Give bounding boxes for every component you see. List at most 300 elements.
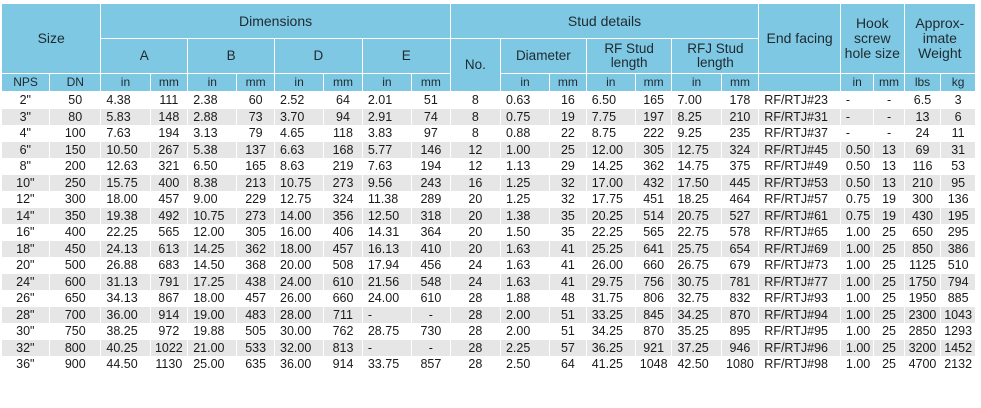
cell-a-mm: 867 <box>150 290 188 307</box>
cell-end-facing: RF/RTJ#69 <box>759 241 841 258</box>
cell-weight-lbs: 1950 <box>904 290 941 307</box>
cell-diameter-in: 1.13 <box>500 158 549 175</box>
table-row <box>2 274 976 291</box>
cell-diameter-mm: 29 <box>550 158 587 175</box>
cell-stud-no: 28 <box>450 307 500 324</box>
cell-rfj-stud-mm: 679 <box>721 257 759 274</box>
table-row <box>2 340 976 357</box>
cell-rf-stud-mm: 222 <box>635 125 672 142</box>
cell-weight-kg: 11 <box>941 125 976 142</box>
cell-e-mm: 74 <box>412 109 451 126</box>
cell-weight-lbs: 69 <box>904 142 941 159</box>
cell-weight-kg: 95 <box>941 175 976 192</box>
cell-e-in: 2.01 <box>362 92 411 109</box>
table-row <box>2 241 976 258</box>
cell-dn: 500 <box>50 257 101 274</box>
cell-rfj-stud-in: 32.75 <box>672 290 721 307</box>
unit-kg: kg <box>941 74 976 92</box>
header-dim-e: E <box>362 39 450 74</box>
cell-hook-in: - <box>840 125 873 142</box>
cell-rfj-stud-mm: 654 <box>721 241 759 258</box>
cell-rfj-stud-mm: 1080 <box>721 356 759 373</box>
cell-weight-kg: 295 <box>941 224 976 241</box>
cell-rfj-stud-in: 42.50 <box>672 356 721 373</box>
cell-b-in: 3.13 <box>188 125 237 142</box>
cell-e-in: 3.83 <box>362 125 411 142</box>
unit-mm: mm <box>550 74 587 92</box>
table-row <box>2 109 976 126</box>
cell-b-mm: 165 <box>237 158 275 175</box>
cell-diameter-mm: 41 <box>550 274 587 291</box>
cell-d-mm: 660 <box>324 290 363 307</box>
cell-dn: 750 <box>50 323 101 340</box>
cell-end-facing: RF/RTJ#37 <box>759 125 841 142</box>
cell-d-in: 20.00 <box>275 257 324 274</box>
cell-stud-no: 28 <box>450 356 500 373</box>
cell-a-mm: 972 <box>150 323 188 340</box>
cell-weight-lbs: 2850 <box>904 323 941 340</box>
cell-hook-in: 1.00 <box>840 340 873 357</box>
cell-rf-stud-in: 25.25 <box>586 241 635 258</box>
cell-end-facing: RF/RTJ#77 <box>759 274 841 291</box>
cell-end-facing: RF/RTJ#65 <box>759 224 841 241</box>
cell-b-mm: 213 <box>237 175 275 192</box>
unit-in: in <box>101 74 150 92</box>
table-row <box>2 323 976 340</box>
cell-d-in: 24.00 <box>275 274 324 291</box>
cell-hook-mm: 25 <box>874 340 904 357</box>
cell-diameter-mm: 57 <box>550 340 587 357</box>
cell-diameter-mm: 32 <box>550 175 587 192</box>
cell-hook-in: 1.00 <box>840 241 873 258</box>
cell-b-mm: 533 <box>237 340 275 357</box>
unit-mm: mm <box>635 74 672 92</box>
header-weight: Approx-imate Weight <box>904 4 975 74</box>
cell-rfj-stud-mm: 578 <box>721 224 759 241</box>
cell-diameter-mm: 51 <box>550 323 587 340</box>
cell-stud-no: 8 <box>450 125 500 142</box>
cell-rfj-stud-mm: 895 <box>721 323 759 340</box>
cell-nps: 20" <box>2 257 50 274</box>
cell-rf-stud-mm: 845 <box>635 307 672 324</box>
cell-e-in: 24.00 <box>362 290 411 307</box>
cell-hook-mm: 25 <box>874 257 904 274</box>
cell-end-facing: RF/RTJ#98 <box>759 356 841 373</box>
cell-rfj-stud-in: 25.75 <box>672 241 721 258</box>
cell-a-mm: 613 <box>150 241 188 258</box>
cell-diameter-mm: 48 <box>550 290 587 307</box>
cell-diameter-in: 1.38 <box>500 208 549 225</box>
cell-b-mm: 483 <box>237 307 275 324</box>
cell-e-in: 7.63 <box>362 158 411 175</box>
cell-e-in: 2.91 <box>362 109 411 126</box>
cell-diameter-in: 2.00 <box>500 323 549 340</box>
cell-b-mm: 60 <box>237 92 275 109</box>
cell-weight-lbs: 1750 <box>904 274 941 291</box>
cell-rfj-stud-mm: 324 <box>721 142 759 159</box>
cell-d-in: 2.52 <box>275 92 324 109</box>
cell-dn: 350 <box>50 208 101 225</box>
cell-stud-no: 20 <box>450 224 500 241</box>
cell-diameter-in: 1.88 <box>500 290 549 307</box>
cell-hook-mm: 25 <box>874 356 904 373</box>
cell-hook-mm: 25 <box>874 307 904 324</box>
cell-rf-stud-mm: 660 <box>635 257 672 274</box>
cell-d-in: 4.65 <box>275 125 324 142</box>
cell-e-in: 16.13 <box>362 241 411 258</box>
cell-a-mm: 111 <box>150 92 188 109</box>
cell-d-in: 10.75 <box>275 175 324 192</box>
cell-diameter-in: 1.25 <box>500 191 549 208</box>
cell-hook-mm: - <box>874 109 904 126</box>
table-row <box>2 257 976 274</box>
cell-rf-stud-mm: 432 <box>635 175 672 192</box>
cell-b-mm: 79 <box>237 125 275 142</box>
cell-hook-mm: - <box>874 92 904 109</box>
unit-lbs: lbs <box>904 74 941 92</box>
cell-b-mm: 457 <box>237 290 275 307</box>
cell-rfj-stud-in: 22.75 <box>672 224 721 241</box>
cell-b-in: 19.00 <box>188 307 237 324</box>
cell-weight-lbs: 650 <box>904 224 941 241</box>
cell-e-mm: 194 <box>412 158 451 175</box>
cell-dn: 250 <box>50 175 101 192</box>
cell-a-mm: 492 <box>150 208 188 225</box>
cell-end-facing: RF/RTJ#45 <box>759 142 841 159</box>
cell-rf-stud-in: 6.50 <box>586 92 635 109</box>
header-rf-stud-length: RF Stud length <box>586 39 672 74</box>
cell-nps: 8" <box>2 158 50 175</box>
cell-weight-lbs: 850 <box>904 241 941 258</box>
cell-a-in: 24.13 <box>101 241 150 258</box>
cell-e-mm: - <box>412 307 451 324</box>
cell-e-in: 12.50 <box>362 208 411 225</box>
cell-a-in: 5.83 <box>101 109 150 126</box>
cell-hook-mm: 25 <box>874 290 904 307</box>
cell-nps: 16" <box>2 224 50 241</box>
cell-diameter-mm: 41 <box>550 257 587 274</box>
cell-diameter-mm: 25 <box>550 142 587 159</box>
cell-diameter-mm: 35 <box>550 208 587 225</box>
cell-diameter-in: 0.75 <box>500 109 549 126</box>
cell-e-mm: 289 <box>412 191 451 208</box>
table-row <box>2 175 976 192</box>
header-hook-screw: Hook screw hole size <box>840 4 904 74</box>
cell-rfj-stud-mm: 464 <box>721 191 759 208</box>
table-row <box>2 208 976 225</box>
cell-rf-stud-mm: 565 <box>635 224 672 241</box>
cell-nps: 3" <box>2 109 50 126</box>
cell-rf-stud-mm: 362 <box>635 158 672 175</box>
header-dim-b: B <box>188 39 275 74</box>
cell-a-mm: 148 <box>150 109 188 126</box>
cell-stud-no: 20 <box>450 208 500 225</box>
unit-end-facing-blank <box>759 74 841 92</box>
unit-in: in <box>188 74 237 92</box>
cell-d-in: 28.00 <box>275 307 324 324</box>
cell-rf-stud-in: 31.75 <box>586 290 635 307</box>
cell-rf-stud-in: 14.25 <box>586 158 635 175</box>
cell-d-in: 36.00 <box>275 356 324 373</box>
cell-d-in: 30.00 <box>275 323 324 340</box>
cell-a-in: 10.50 <box>101 142 150 159</box>
cell-b-mm: 273 <box>237 208 275 225</box>
cell-dn: 100 <box>50 125 101 142</box>
cell-a-mm: 194 <box>150 125 188 142</box>
cell-b-in: 10.75 <box>188 208 237 225</box>
cell-hook-mm: - <box>874 125 904 142</box>
cell-stud-no: 12 <box>450 158 500 175</box>
cell-stud-no: 20 <box>450 191 500 208</box>
table-row <box>2 191 976 208</box>
cell-end-facing: RF/RTJ#57 <box>759 191 841 208</box>
cell-diameter-in: 1.50 <box>500 224 549 241</box>
table-row <box>2 224 976 241</box>
cell-weight-lbs: 210 <box>904 175 941 192</box>
cell-d-mm: 914 <box>324 356 363 373</box>
cell-diameter-mm: 32 <box>550 191 587 208</box>
unit-mm: mm <box>324 74 363 92</box>
cell-hook-in: 1.00 <box>840 307 873 324</box>
cell-diameter-mm: 16 <box>550 92 587 109</box>
cell-rf-stud-in: 12.00 <box>586 142 635 159</box>
cell-b-in: 17.25 <box>188 274 237 291</box>
cell-a-mm: 267 <box>150 142 188 159</box>
cell-hook-mm: 19 <box>874 208 904 225</box>
cell-b-in: 2.38 <box>188 92 237 109</box>
cell-d-in: 32.00 <box>275 340 324 357</box>
cell-rfj-stud-in: 12.75 <box>672 142 721 159</box>
cell-diameter-in: 1.25 <box>500 175 549 192</box>
cell-rfj-stud-in: 17.50 <box>672 175 721 192</box>
cell-a-mm: 321 <box>150 158 188 175</box>
cell-d-mm: 118 <box>324 125 363 142</box>
table-row <box>2 142 976 159</box>
cell-diameter-in: 0.88 <box>500 125 549 142</box>
header-end-facing: End facing <box>759 4 841 74</box>
cell-b-in: 18.00 <box>188 290 237 307</box>
cell-dn: 600 <box>50 274 101 291</box>
cell-rf-stud-in: 26.00 <box>586 257 635 274</box>
cell-e-mm: 97 <box>412 125 451 142</box>
header-dim-a: A <box>101 39 188 74</box>
cell-weight-kg: 1452 <box>941 340 976 357</box>
cell-nps: 14" <box>2 208 50 225</box>
unit-in: in <box>362 74 411 92</box>
cell-d-mm: 711 <box>324 307 363 324</box>
cell-e-in: - <box>362 307 411 324</box>
unit-nps: NPS <box>2 74 50 92</box>
cell-rfj-stud-in: 35.25 <box>672 323 721 340</box>
header-stud-details: Stud details <box>450 4 759 39</box>
cell-nps: 4" <box>2 125 50 142</box>
cell-a-in: 40.25 <box>101 340 150 357</box>
cell-rf-stud-mm: 756 <box>635 274 672 291</box>
cell-e-mm: - <box>412 340 451 357</box>
cell-e-in: 21.56 <box>362 274 411 291</box>
cell-dn: 450 <box>50 241 101 258</box>
cell-d-mm: 273 <box>324 175 363 192</box>
cell-a-in: 4.38 <box>101 92 150 109</box>
cell-a-in: 36.00 <box>101 307 150 324</box>
table-row <box>2 356 976 373</box>
cell-weight-kg: 1043 <box>941 307 976 324</box>
cell-stud-no: 28 <box>450 290 500 307</box>
unit-in: in <box>275 74 324 92</box>
cell-weight-kg: 386 <box>941 241 976 258</box>
cell-e-in: 33.75 <box>362 356 411 373</box>
cell-b-in: 14.25 <box>188 241 237 258</box>
cell-e-in: 14.31 <box>362 224 411 241</box>
cell-b-in: 6.50 <box>188 158 237 175</box>
cell-diameter-mm: 51 <box>550 307 587 324</box>
cell-rf-stud-mm: 305 <box>635 142 672 159</box>
cell-nps: 30" <box>2 323 50 340</box>
cell-a-mm: 683 <box>150 257 188 274</box>
cell-diameter-in: 1.63 <box>500 274 549 291</box>
unit-in: in <box>672 74 721 92</box>
cell-weight-lbs: 116 <box>904 158 941 175</box>
cell-b-in: 19.88 <box>188 323 237 340</box>
cell-end-facing: RF/RTJ#23 <box>759 92 841 109</box>
cell-nps: 26" <box>2 290 50 307</box>
cell-end-facing: RF/RTJ#31 <box>759 109 841 126</box>
cell-e-mm: 730 <box>412 323 451 340</box>
cell-weight-kg: 6 <box>941 109 976 126</box>
cell-d-in: 3.70 <box>275 109 324 126</box>
cell-d-in: 16.00 <box>275 224 324 241</box>
cell-d-mm: 168 <box>324 142 363 159</box>
unit-in: in <box>500 74 549 92</box>
cell-b-in: 5.38 <box>188 142 237 159</box>
cell-d-mm: 356 <box>324 208 363 225</box>
cell-e-mm: 410 <box>412 241 451 258</box>
cell-end-facing: RF/RTJ#94 <box>759 307 841 324</box>
cell-a-in: 31.13 <box>101 274 150 291</box>
cell-rf-stud-in: 20.25 <box>586 208 635 225</box>
table-row <box>2 125 976 142</box>
header-size: Size <box>2 4 101 74</box>
cell-weight-lbs: 3200 <box>904 340 941 357</box>
cell-d-in: 6.63 <box>275 142 324 159</box>
cell-d-mm: 324 <box>324 191 363 208</box>
cell-d-mm: 94 <box>324 109 363 126</box>
cell-a-mm: 1130 <box>150 356 188 373</box>
cell-weight-kg: 136 <box>941 191 976 208</box>
cell-stud-no: 28 <box>450 323 500 340</box>
cell-b-mm: 368 <box>237 257 275 274</box>
cell-rf-stud-in: 33.25 <box>586 307 635 324</box>
cell-dn: 200 <box>50 158 101 175</box>
cell-nps: 24" <box>2 274 50 291</box>
cell-rf-stud-in: 17.00 <box>586 175 635 192</box>
cell-rf-stud-mm: 806 <box>635 290 672 307</box>
cell-diameter-in: 1.63 <box>500 257 549 274</box>
cell-a-mm: 400 <box>150 175 188 192</box>
cell-b-mm: 305 <box>237 224 275 241</box>
cell-rf-stud-mm: 451 <box>635 191 672 208</box>
cell-rfj-stud-in: 7.00 <box>672 92 721 109</box>
cell-rf-stud-in: 22.25 <box>586 224 635 241</box>
cell-nps: 28" <box>2 307 50 324</box>
cell-b-mm: 635 <box>237 356 275 373</box>
cell-e-mm: 243 <box>412 175 451 192</box>
cell-a-in: 26.88 <box>101 257 150 274</box>
cell-hook-in: 1.00 <box>840 224 873 241</box>
unit-mm: mm <box>721 74 759 92</box>
cell-weight-lbs: 24 <box>904 125 941 142</box>
cell-dn: 150 <box>50 142 101 159</box>
cell-hook-mm: 25 <box>874 224 904 241</box>
cell-rfj-stud-mm: 527 <box>721 208 759 225</box>
cell-hook-mm: 25 <box>874 274 904 291</box>
cell-weight-lbs: 6.5 <box>904 92 941 109</box>
header-dim-d: D <box>275 39 363 74</box>
cell-end-facing: RF/RTJ#49 <box>759 158 841 175</box>
cell-e-mm: 146 <box>412 142 451 159</box>
cell-weight-kg: 195 <box>941 208 976 225</box>
cell-e-in: - <box>362 340 411 357</box>
cell-weight-lbs: 13 <box>904 109 941 126</box>
cell-b-mm: 229 <box>237 191 275 208</box>
cell-nps: 6" <box>2 142 50 159</box>
cell-d-in: 12.75 <box>275 191 324 208</box>
cell-end-facing: RF/RTJ#96 <box>759 340 841 357</box>
cell-rfj-stud-mm: 832 <box>721 290 759 307</box>
cell-end-facing: RF/RTJ#93 <box>759 290 841 307</box>
cell-rfj-stud-in: 9.25 <box>672 125 721 142</box>
cell-e-mm: 548 <box>412 274 451 291</box>
cell-rf-stud-mm: 514 <box>635 208 672 225</box>
cell-rfj-stud-mm: 178 <box>721 92 759 109</box>
cell-dn: 300 <box>50 191 101 208</box>
cell-diameter-in: 2.00 <box>500 307 549 324</box>
cell-e-in: 5.77 <box>362 142 411 159</box>
cell-stud-no: 8 <box>450 109 500 126</box>
cell-stud-no: 16 <box>450 175 500 192</box>
cell-hook-in: 1.00 <box>840 290 873 307</box>
cell-hook-in: 1.00 <box>840 356 873 373</box>
cell-d-in: 8.63 <box>275 158 324 175</box>
cell-rf-stud-in: 41.25 <box>586 356 635 373</box>
cell-d-mm: 762 <box>324 323 363 340</box>
cell-end-facing: RF/RTJ#95 <box>759 323 841 340</box>
cell-d-mm: 457 <box>324 241 363 258</box>
cell-d-in: 14.00 <box>275 208 324 225</box>
table-row <box>2 307 976 324</box>
cell-hook-mm: 13 <box>874 142 904 159</box>
cell-e-mm: 318 <box>412 208 451 225</box>
cell-a-in: 38.25 <box>101 323 150 340</box>
cell-rfj-stud-mm: 375 <box>721 158 759 175</box>
cell-b-in: 12.00 <box>188 224 237 241</box>
unit-in: in <box>840 74 873 92</box>
cell-dn: 650 <box>50 290 101 307</box>
cell-b-in: 2.88 <box>188 109 237 126</box>
cell-d-mm: 508 <box>324 257 363 274</box>
cell-b-mm: 362 <box>237 241 275 258</box>
cell-b-mm: 137 <box>237 142 275 159</box>
cell-weight-kg: 2132 <box>941 356 976 373</box>
cell-hook-in: - <box>840 92 873 109</box>
cell-d-mm: 406 <box>324 224 363 241</box>
cell-rfj-stud-in: 30.75 <box>672 274 721 291</box>
cell-a-mm: 914 <box>150 307 188 324</box>
unit-dn: DN <box>50 74 101 92</box>
cell-diameter-in: 0.63 <box>500 92 549 109</box>
cell-nps: 10" <box>2 175 50 192</box>
cell-rf-stud-mm: 197 <box>635 109 672 126</box>
